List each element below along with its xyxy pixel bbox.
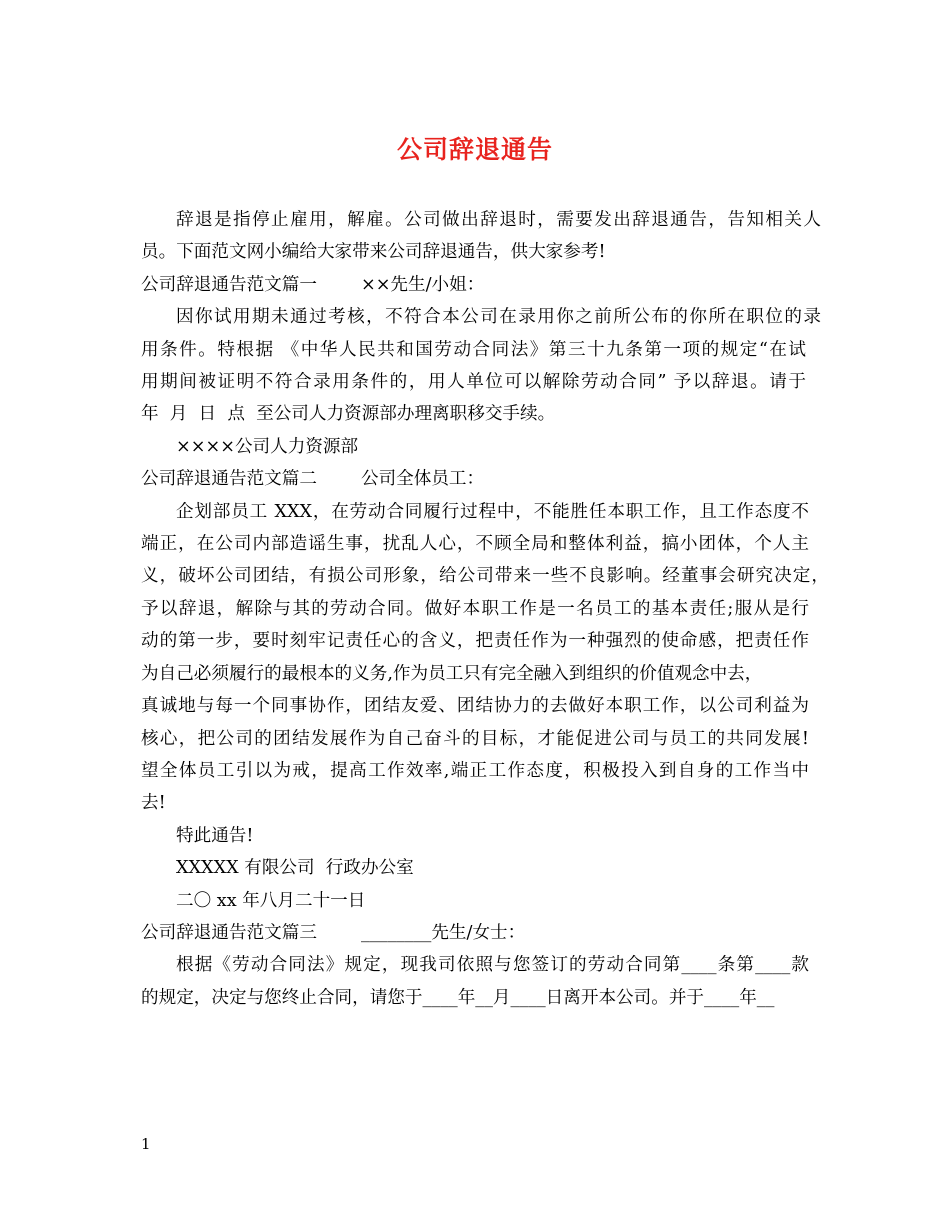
text-line: XXXXX 有限公司 行政办公室	[176, 858, 414, 879]
section-heading-3	[141, 917, 821, 949]
paragraph-intro	[141, 204, 821, 269]
paragraph-notice-2	[141, 496, 829, 820]
salutation: ________先生/女士：	[360, 922, 526, 943]
section-heading-1	[141, 269, 821, 301]
section-heading-2	[141, 463, 821, 495]
paragraph-notice-1	[141, 301, 821, 431]
closing-2	[141, 820, 821, 917]
text-line: 望全体员工引以为戒，提高工作效率,端正工作态度，积极投入到自身的工作当中	[141, 760, 809, 781]
section-label: 公司辞退通告范文篇一	[141, 274, 317, 295]
page-number: 1	[141, 1135, 151, 1153]
document-title: 公司辞退通告	[396, 135, 553, 164]
text-line: ××××公司人力资源部	[176, 436, 359, 457]
text-line: 因你试用期未通过考核，不符合本公司在录用你之前所公布的你所在职位的录	[176, 307, 821, 328]
text-line: 动的第一步，要时刻牢记责任心的含义，把责任作为一种强烈的使命感，把责任作	[141, 631, 809, 652]
text-line: 端正，在公司内部造谣生事，扰乱人心，不顾全局和整体利益，搞小团体，个人主	[141, 534, 809, 555]
text-line: 二〇 xx 年八月二十一日	[176, 890, 366, 911]
text-line: 为自己必须履行的最根本的义务,作为员工只有完全融入到组织的价值观念中去，	[141, 663, 763, 684]
text-line: 去!	[141, 793, 166, 814]
text-line: 的规定，决定与您终止合同，请您于____年__月____日离开本公司。并于____年__	[141, 987, 775, 1008]
text-line: 用条件。特根据 《中华人民共和国劳动合同法》第三十九条第一项的规定“在试	[141, 339, 806, 360]
text-line: 用期间被证明不符合录用条件的，用人单位可以解除劳动合同” 予以辞退。请于	[141, 372, 806, 393]
paragraph-notice-3	[141, 949, 821, 1014]
text-line: 真诚地与每一个同事协作，团结友爱、团结协力的去做好本职工作，以公司利益为	[141, 696, 809, 717]
signature-1	[141, 431, 821, 463]
text-line: 核心，把公司的团结发展作为自己奋斗的目标，才能促进公司与员工的共同发展!	[141, 728, 809, 749]
text-line: 义，破坏公司团结，有损公司形象，给公司带来一些不良影响。经董事会研究决定，	[141, 566, 829, 587]
text-line: 员。下面范文网小编给大家带来公司辞退通告，供大家参考!	[141, 242, 606, 263]
text-line: 根据《劳动合同法》规定，现我司依照与您签订的劳动合同第____条第____款	[176, 955, 809, 976]
document-body	[141, 204, 829, 1014]
text-line: 企划部员工 XXX，在劳动合同履行过程中，不能胜任本职工作，且工作态度不	[176, 501, 809, 522]
text-line: 辞退是指停止雇用，解雇。公司做出辞退时，需要发出辞退通告，告知相关人	[176, 210, 821, 230]
text-line: 予以辞退，解除与其的劳动合同。做好本职工作是一名员工的基本责任;服从是行	[141, 598, 809, 619]
text-line: 特此通告!	[176, 825, 254, 846]
salutation: 公司全体员工：	[360, 469, 485, 490]
salutation: ××先生/小姐：	[360, 274, 485, 295]
section-label: 公司辞退通告范文篇三	[141, 922, 317, 943]
section-label: 公司辞退通告范文篇二	[141, 469, 317, 490]
text-line: 年 月 日 点 至公司人力资源部办理离职移交手续。	[141, 404, 556, 425]
